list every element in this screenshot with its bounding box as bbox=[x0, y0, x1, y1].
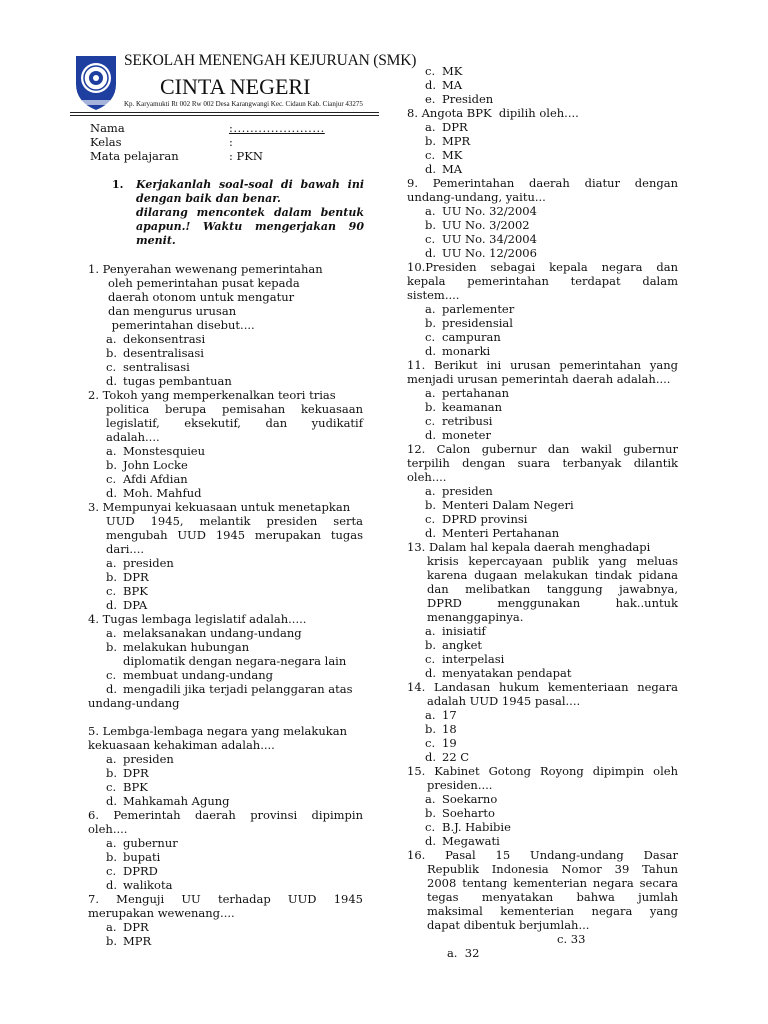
answer-option[interactable]: b. presidensial bbox=[425, 316, 513, 330]
question-6-text: oleh.... bbox=[88, 822, 128, 836]
answer-option[interactable]: b. John Locke bbox=[106, 458, 188, 472]
question-2-text: legislatif, eksekutif, dan yudikatif bbox=[106, 416, 363, 430]
question-13-text: menanggapinya. bbox=[427, 610, 524, 624]
answer-option[interactable]: c. MK bbox=[425, 148, 463, 162]
answer-option[interactable]: a. 32 bbox=[446, 946, 480, 960]
answer-option[interactable]: b. MPR bbox=[106, 934, 152, 948]
question-13-text: DPRD menggunakan hak..untuk bbox=[427, 596, 678, 610]
question-16-text: dapat dibentuk berjumlah... bbox=[427, 918, 590, 932]
answer-option[interactable]: d. Megawati bbox=[425, 834, 500, 848]
school-type-heading: SEKOLAH MENENGAH KEJURUAN (SMK) bbox=[124, 52, 417, 69]
answer-option[interactable]: d. MA bbox=[425, 78, 463, 92]
answer-option[interactable]: d. monarki bbox=[425, 344, 491, 358]
header-divider-thin bbox=[70, 115, 379, 116]
answer-option[interactable]: c. sentralisasi bbox=[106, 360, 190, 374]
question-16-text: 16. Pasal 15 Undang-undang Dasar bbox=[407, 848, 678, 862]
answer-option[interactable]: e. Presiden bbox=[425, 92, 494, 106]
answer-option[interactable]: b. DPR bbox=[106, 570, 149, 584]
answer-option[interactable]: b. angket bbox=[425, 638, 483, 652]
question-6-text: 6. Pemerintah daerah provinsi dipimpin bbox=[88, 808, 363, 822]
answer-option[interactable]: a. DPR bbox=[425, 120, 468, 134]
question-11-text: menjadi urusan pemerintah daerah adalah.... bbox=[407, 372, 671, 386]
answer-option-row bbox=[407, 932, 678, 988]
answer-option[interactable]: b. Soeharto bbox=[425, 806, 495, 820]
question-13-text: krisis kepercayaan publik yang meluas bbox=[427, 554, 678, 568]
question-1-text: daerah otonom untuk mengatur bbox=[108, 290, 295, 304]
answer-option[interactable]: a. presiden bbox=[425, 484, 493, 498]
header-divider bbox=[70, 112, 379, 113]
question-10-text: kepala pemerintahan terdapat dalam bbox=[407, 274, 678, 288]
answer-option[interactable]: d. tugas pembantuan bbox=[106, 374, 232, 388]
answer-option[interactable]: d. 22 C bbox=[425, 750, 470, 764]
answer-option[interactable]: a. Soekarno bbox=[425, 792, 498, 806]
answer-option[interactable]: c. DPRD bbox=[106, 864, 158, 878]
answer-option[interactable]: b. 18 bbox=[425, 722, 457, 736]
question-1-text: 1. Penyerahan wewenang pemerintahan bbox=[88, 262, 323, 276]
answer-option[interactable]: c. 19 bbox=[425, 736, 457, 750]
subject-label: Mata pelajaran bbox=[90, 149, 179, 163]
question-4-text: 4. Tugas lembaga legislatif adalah..... bbox=[88, 612, 307, 626]
question-12-text: oleh.... bbox=[407, 470, 447, 484]
answer-option[interactable]: b. desentralisasi bbox=[106, 346, 204, 360]
question-11-text: 11. Berikut ini urusan pemerintahan yang bbox=[407, 358, 678, 372]
instruction-line: dengan baik dan benar. bbox=[136, 192, 281, 205]
question-1-text: dan mengurus urusan bbox=[108, 304, 237, 318]
answer-option[interactable]: a. pertahanan bbox=[425, 386, 510, 400]
question-3-text: 3. Mempunyai kekuasaan untuk menetapkan bbox=[88, 500, 351, 514]
answer-option[interactable]: b. MPR bbox=[425, 134, 471, 148]
question-2-text: politica berupa pemisahan kekuasaan bbox=[106, 402, 363, 416]
answer-option[interactable]: c. campuran bbox=[425, 330, 501, 344]
answer-option[interactable]: a. DPR bbox=[106, 920, 149, 934]
question-1-text: oleh pemerintahan pusat kepada bbox=[108, 276, 300, 290]
answer-option[interactable]: d. Mahkamah Agung bbox=[106, 794, 230, 808]
question-13-text: dan melibatkan tanggung jawabnya, bbox=[427, 582, 678, 596]
answer-option[interactable]: a. 17 bbox=[425, 708, 457, 722]
question-2-text: 2. Tokoh yang memperkenalkan teori trias bbox=[88, 388, 336, 402]
answer-option[interactable]: d. mengadili jika terjadi pelanggaran atas bbox=[106, 682, 353, 696]
question-8-text: 8. Angota BPK dipilih oleh.... bbox=[407, 106, 579, 120]
question-14-text: adalah UUD 1945 pasal.... bbox=[427, 694, 581, 708]
answer-option[interactable]: a. dekonsentrasi bbox=[106, 332, 206, 346]
question-15-text: presiden.... bbox=[427, 778, 493, 792]
instruction-number: 1. bbox=[112, 178, 124, 191]
exam-instructions bbox=[112, 178, 364, 248]
question-12-text: terpilih dengan suara terbanyak dilantik bbox=[407, 456, 678, 470]
subject-value: : PKN bbox=[229, 149, 263, 163]
question-15-text: 15. Kabinet Gotong Royong dipimpin oleh bbox=[407, 764, 678, 778]
question-12-text: 12. Calon gubernur dan wakil gubernur bbox=[407, 442, 678, 456]
question-9-text: undang-undang, yaitu... bbox=[407, 190, 546, 204]
question-9-text: 9. Pemerintahan daerah diatur dengan bbox=[407, 176, 678, 190]
answer-option-continuation: diplomatik dengan negara-negara lain bbox=[123, 654, 347, 668]
answer-option[interactable]: c. retribusi bbox=[425, 414, 493, 428]
question-3-text: dari.... bbox=[106, 542, 145, 556]
answer-option[interactable]: b. bupati bbox=[106, 850, 161, 864]
school-logo-icon bbox=[72, 50, 120, 112]
question-16-text: maksimal kementerian negara yang bbox=[427, 904, 678, 918]
instruction-line: menit. bbox=[136, 234, 176, 247]
answer-option[interactable]: a. gubernur bbox=[106, 836, 178, 850]
answer-option[interactable]: a. melaksanakan undang-undang bbox=[106, 626, 302, 640]
answer-option[interactable]: c. UU No. 34/2004 bbox=[425, 232, 537, 246]
answer-option[interactable]: a. Monstesquieu bbox=[106, 444, 205, 458]
question-7-text: 7. Menguji UU terhadap UUD 1945 bbox=[88, 892, 363, 906]
answer-option[interactable]: d. moneter bbox=[425, 428, 491, 442]
question-10-text: 10.Presiden sebagai kepala negara dan bbox=[407, 260, 678, 274]
answer-option[interactable]: a. presiden bbox=[106, 556, 174, 570]
instruction-line: Kerjakanlah soal-soal di bawah ini bbox=[136, 178, 364, 191]
class-field[interactable]: : bbox=[229, 135, 233, 149]
class-label: Kelas bbox=[90, 135, 122, 149]
answer-option[interactable]: d. MA bbox=[425, 162, 463, 176]
answer-option[interactable]: c. BPK bbox=[106, 780, 148, 794]
answer-option[interactable]: c. DPRD provinsi bbox=[425, 512, 528, 526]
right-column bbox=[407, 64, 678, 988]
question-16-text: Republik Indonesia Nomor 39 Tahun bbox=[427, 862, 678, 876]
answer-option[interactable]: a. inisiatif bbox=[425, 624, 486, 638]
answer-option[interactable]: b. Menteri Dalam Negeri bbox=[425, 498, 574, 512]
answer-option[interactable]: c. 33 bbox=[557, 932, 586, 946]
answer-option[interactable]: b. keamanan bbox=[425, 400, 503, 414]
question-13-text: 13. Dalam hal kepala daerah menghadapi bbox=[407, 540, 651, 554]
left-column bbox=[88, 262, 363, 948]
question-2-text: adalah.... bbox=[106, 430, 160, 444]
instruction-line: dilarang mencontek dalam bentuk bbox=[136, 206, 364, 219]
question-3-text: mengubah UUD 1945 merupakan tugas bbox=[106, 528, 363, 542]
answer-option[interactable]: b. DPR bbox=[106, 766, 149, 780]
question-7-text: merupakan wewenang.... bbox=[88, 906, 235, 920]
answer-option-continuation: undang-undang bbox=[88, 696, 180, 710]
answer-option[interactable]: d. walikota bbox=[106, 878, 173, 892]
answer-option[interactable]: c. BPK bbox=[106, 584, 148, 598]
school-address: Kp. Karyamukti Rt 002 Rw 002 Desa Karangwangi Kec. Cidaun Kab. Cianjur 43275 bbox=[124, 100, 363, 108]
answer-option[interactable]: d. UU No. 12/2006 bbox=[425, 246, 537, 260]
answer-option[interactable]: a. presiden bbox=[106, 752, 174, 766]
answer-option[interactable]: a. parlementer bbox=[425, 302, 515, 316]
answer-option[interactable]: c. interpelasi bbox=[425, 652, 505, 666]
answer-option[interactable]: b. melakukan hubungan bbox=[106, 640, 250, 654]
school-name-heading: CINTA NEGERI bbox=[160, 74, 311, 99]
question-14-text: 14. Landasan hukum kementeriaan negara bbox=[407, 680, 678, 694]
answer-option[interactable]: d. Moh. Mahfud bbox=[106, 486, 202, 500]
question-3-text: UUD 1945, melantik presiden serta bbox=[106, 514, 363, 528]
question-16-text: tegas menyatakan bahwa jumlah bbox=[427, 890, 678, 904]
question-5-text: kekuasaan kehakiman adalah.... bbox=[88, 738, 275, 752]
answer-option[interactable]: a. UU No. 32/2004 bbox=[425, 204, 537, 218]
name-label: Nama bbox=[90, 121, 125, 135]
answer-option[interactable]: d. DPA bbox=[106, 598, 148, 612]
question-10-text: sistem.... bbox=[407, 288, 460, 302]
answer-option[interactable]: d. Menteri Pertahanan bbox=[425, 526, 560, 540]
question-16-text: 2008 tentang kementerian negara secara bbox=[427, 876, 678, 890]
answer-option[interactable]: b. UU No. 3/2002 bbox=[425, 218, 530, 232]
question-5-text: 5. Lembga-lembaga negara yang melakukan bbox=[88, 724, 347, 738]
name-field[interactable]: :...................... bbox=[229, 121, 325, 135]
answer-option[interactable]: d. menyatakan pendapat bbox=[425, 666, 572, 680]
answer-option[interactable]: c. membuat undang-undang bbox=[106, 668, 273, 682]
instruction-line: apapun.! Waktu mengerjakan 90 bbox=[136, 220, 364, 233]
question-13-text: karena dugaan melakukan tindak pidana bbox=[427, 568, 678, 582]
answer-option[interactable]: c. Afdi Afdian bbox=[106, 472, 188, 486]
question-1-text: pemerintahan disebut.... bbox=[108, 318, 255, 332]
answer-option[interactable]: c. B.J. Habibie bbox=[425, 820, 511, 834]
answer-option[interactable]: c. MK bbox=[425, 64, 463, 78]
